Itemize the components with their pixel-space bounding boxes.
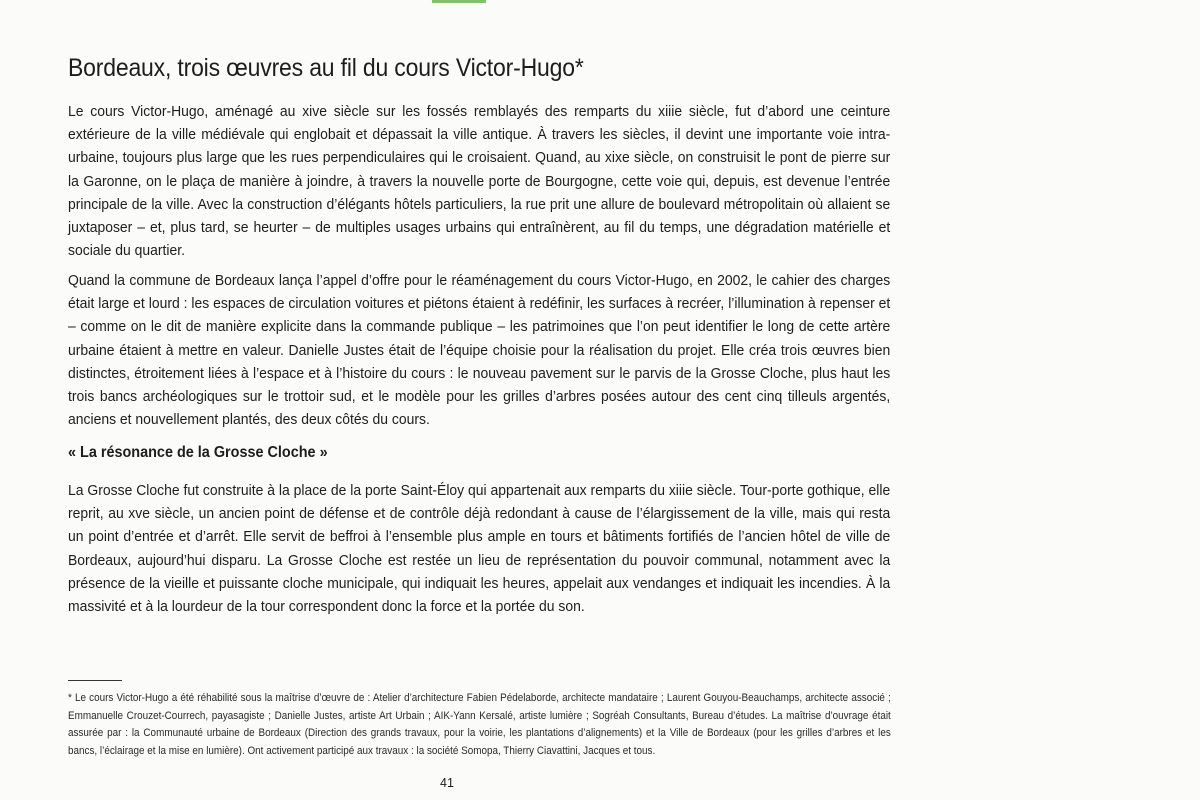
body-paragraph-1: Le cours Victor-Hugo, aménagé au xive siècle sur les fossés remblayés des remparts du xiiie siècle, fut d’abord une ceinture extérieure de la ville médiévale qui englobait et dépassait la ville antique. À travers les siècles, il devint une importante voie intra-urbaine, toujours plus large que les rues perpendiculaires qui le croisaient. Quand, au xixe siècle, on construisit le pont de pierre sur la Garonne, on le plaça de manière à joindre, à travers la nouvelle porte de Bourgogne, cette voie qui, depuis, est devenue l’entrée principale de la ville. Avec la construction d’élégants hôtels particuliers, la rue prit une allure de boulevard métropolitain où allaient se juxtaposer – et, plus tard, se heurter – de multiples usages urbains qui entraînèrent, au fil du temps, une dégradation matérielle et sociale du quartier. [68, 104, 891, 260]
body-paragraph-3: La Grosse Cloche fut construite à la place de la porte Saint-Éloy qui appartenait aux remparts du xiiie siècle. Tour-porte gothique, elle reprit, au xve siècle, un ancien point de défense et de contrôle déjà redondant à cause de l’élargissement de la ville, mais qui resta un point d’entrée et d’arrêt. Elle servit de beffroi à l’ensemble plus ample en tours et bâtiments fortifiés de l’ancien hôtel de ville de Bordeaux, aujourd’hui disparu. La Grosse Cloche est restée un lieu de représentation du pouvoir communal, notamment avec la présence de la vieille et puissante cloche municipale, qui indiquait les heures, appelait aux vendanges et indiquait les incendies. À la massivité et à la lourdeur de la tour correspondent donc la force et la portée du son. [68, 483, 891, 616]
accent-bar [432, 0, 486, 3]
body-paragraph-2: Quand la commune de Bordeaux lança l’appel d’offre pour le réaménagement du cours Victor-Hugo, en 2002, le cahier des charges était large et lourd : les espaces de circulation voitures et piétons étaient à redéfinir, les surfaces à recréer, l’illumination à repenser et – comme on le dit de manière explicite dans la commande publique – les patrimoines que l’on peut identifier le long de cette artère urbaine étaient à mettre en valeur. Danielle Justes était de l’équipe choisie pour la réalisation du projet. Elle créa trois œuvres bien distinctes, étroitement liées à l’espace et à l’histoire du cours : le nouveau pavement sur le parvis de la Grosse Cloche, plus haut les trois bancs archéologiques sur le trottoir sud, et le modèle pour les grilles d’arbres posées autour des cent cinq tilleuls argentés, anciens et nouvellement plantés, des deux côtés du cours. [68, 273, 891, 429]
footnote: * Le cours Victor-Hugo a été réhabilité sous la maîtrise d’œuvre de : Atelier d’architecture Fabien Pédelaborde, architecte mandataire ; Laurent Gouyou-Beauchamps, architecte associé ; Emmanuelle Crouzet-Courrech, payasagiste ; Danielle Justes, artiste Art Urbain ; AIK-Yann Kersalé, artiste lumière ; Sogréah Consultants, Bureau d’études. La maîtrise d’ouvrage était assurée par : la Communauté urbaine de Bordeaux (Direction des grands travaux, pour la voirie, les plantations d’alignements) et la Ville de Bordeaux (pour les grilles d’arbres et les bancs, l’éclairage et la mise en lumière). Ont activement participé aux travaux : la société Somopa, Thierry Ciavattini, Jacques et tous. [68, 692, 891, 757]
footnote-divider [68, 680, 122, 681]
section-heading: « La résonance de la Grosse Cloche » [68, 444, 328, 461]
page-title: Bordeaux, trois œuvres au fil du cours Victor-Hugo* [68, 54, 584, 82]
page-number: 41 [440, 776, 454, 790]
